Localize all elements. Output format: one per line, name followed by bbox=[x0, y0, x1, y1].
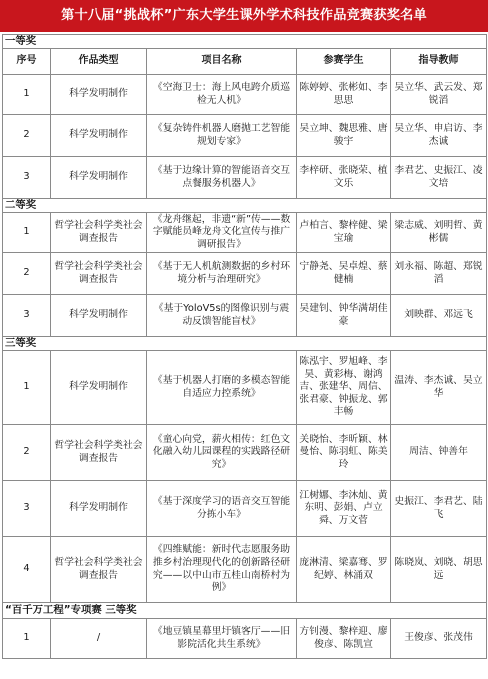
table-row bbox=[3, 351, 487, 425]
row-type: 哲学社会科学类社会调查报告 bbox=[51, 537, 147, 603]
row-type: 哲学社会科学类社会调查报告 bbox=[51, 425, 147, 481]
row-students: 吴建钊、钟华满胡佳豪 bbox=[297, 295, 391, 337]
table-row bbox=[3, 253, 487, 295]
table-row bbox=[3, 295, 487, 337]
table-row bbox=[3, 537, 487, 603]
header-teachers: 指导教师 bbox=[391, 49, 487, 75]
row-teachers: 李君艺、史振江、凌文培 bbox=[391, 157, 487, 199]
row-no: 3 bbox=[3, 481, 51, 537]
row-teachers: 周洁、钟善年 bbox=[391, 425, 487, 481]
row-students: 卢柏言、黎梓健、梁宝瑜 bbox=[297, 213, 391, 253]
page-title: 第十八届“挑战杯”广东大学生课外学术科技作品竞赛获奖名单 bbox=[0, 0, 488, 32]
table-row bbox=[3, 481, 487, 537]
row-project: 《空海卫士：海上风电跨介质巡检无人机》 bbox=[147, 75, 297, 115]
row-teachers: 王俊彦、张茂伟 bbox=[391, 619, 487, 659]
table-row bbox=[3, 157, 487, 199]
row-project: 《基于边缘计算的智能语音交互点餐服务机器人》 bbox=[147, 157, 297, 199]
row-students: 李梓研、张晓荣、植文乐 bbox=[297, 157, 391, 199]
row-students: 宁静尧、吴卓煌、蔡健楠 bbox=[297, 253, 391, 295]
header-students: 参赛学生 bbox=[297, 49, 391, 75]
table-header-row bbox=[3, 49, 487, 75]
section-header bbox=[3, 199, 487, 213]
row-teachers: 史振江、李君艺、陆飞 bbox=[391, 481, 487, 537]
row-teachers: 温涛、李杰诚、吴立华 bbox=[391, 351, 487, 425]
row-students: 江树娜、李沐灿、黄东明、彭娟、卢立舜、万文菅 bbox=[297, 481, 391, 537]
table-row bbox=[3, 115, 487, 157]
row-teachers: 刘映群、邓远飞 bbox=[391, 295, 487, 337]
row-students: 关晓怡、李昕颖、林曼怡、陈羽虹、陈美玲 bbox=[297, 425, 391, 481]
row-project: 《基于无人机航测数据的乡村环境分析与治理研究》 bbox=[147, 253, 297, 295]
row-no: 2 bbox=[3, 115, 51, 157]
section-header bbox=[3, 603, 487, 619]
table-row bbox=[3, 213, 487, 253]
row-project: 《地豆镇星幕里圩镇客厅——旧影院活化共生系统》 bbox=[147, 619, 297, 659]
row-project: 《童心向党，薪火相传：红色文化融入幼儿园课程的实践路径研究》 bbox=[147, 425, 297, 481]
row-students: 庞淋清、梁嘉骞、罗纪婷、林涌双 bbox=[297, 537, 391, 603]
row-no: 1 bbox=[3, 619, 51, 659]
row-type: / bbox=[51, 619, 147, 659]
header-project: 项目名称 bbox=[147, 49, 297, 75]
row-no: 1 bbox=[3, 75, 51, 115]
row-type: 科学发明制作 bbox=[51, 351, 147, 425]
table-row bbox=[3, 425, 487, 481]
row-students: 方钊漫、黎梓迎、廖俊彦、陈凯宣 bbox=[297, 619, 391, 659]
row-teachers: 陈晓岚、刘晓、胡思远 bbox=[391, 537, 487, 603]
row-type: 科学发明制作 bbox=[51, 115, 147, 157]
row-teachers: 刘永福、陈超、郑锐滔 bbox=[391, 253, 487, 295]
row-type: 哲学社会科学类社会调查报告 bbox=[51, 253, 147, 295]
row-type: 科学发明制作 bbox=[51, 157, 147, 199]
section-header bbox=[3, 35, 487, 49]
row-type: 科学发明制作 bbox=[51, 481, 147, 537]
row-type: 科学发明制作 bbox=[51, 295, 147, 337]
row-type: 科学发明制作 bbox=[51, 75, 147, 115]
row-project: 《基于YoloV5s的图像识别与震动反馈智能盲杖》 bbox=[147, 295, 297, 337]
header-type: 作品类型 bbox=[51, 49, 147, 75]
row-no: 3 bbox=[3, 157, 51, 199]
section-title: 一等奖 bbox=[3, 35, 487, 49]
section-title: 三等奖 bbox=[3, 337, 487, 351]
table-row bbox=[3, 619, 487, 659]
section-header bbox=[3, 337, 487, 351]
row-students: 陈婷婷、张彬如、李思思 bbox=[297, 75, 391, 115]
row-project: 《龙舟继起，非遗“新”传——数字赋能员峰龙舟文化宣传与推广调研报告》 bbox=[147, 213, 297, 253]
row-no: 1 bbox=[3, 213, 51, 253]
row-type: 哲学社会科学类社会调查报告 bbox=[51, 213, 147, 253]
row-students: 陈泓宇、罗旭峰、李昊、黄彩梅、谢鸿吉、张建华、周信、张君豪、钟振龙、郭丰畅 bbox=[297, 351, 391, 425]
row-no: 3 bbox=[3, 295, 51, 337]
row-project: 《四维赋能：新时代志愿服务助推乡村治理现代化的创新路径研究——以中山市五桂山南桥村为例》 bbox=[147, 537, 297, 603]
row-teachers: 吴立华、武云发、郑锐滔 bbox=[391, 75, 487, 115]
row-no: 2 bbox=[3, 253, 51, 295]
row-no: 1 bbox=[3, 351, 51, 425]
section-title: “百千万工程”专项赛 三等奖 bbox=[3, 603, 487, 619]
row-no: 2 bbox=[3, 425, 51, 481]
awards-table bbox=[2, 34, 487, 659]
table-row bbox=[3, 75, 487, 115]
row-project: 《复杂铸件机器人磨抛工艺智能规划专家》 bbox=[147, 115, 297, 157]
section-title: 二等奖 bbox=[3, 199, 487, 213]
row-project: 《基于深度学习的语音交互智能分拣小车》 bbox=[147, 481, 297, 537]
row-no: 4 bbox=[3, 537, 51, 603]
row-teachers: 吴立华、申启访、李杰诚 bbox=[391, 115, 487, 157]
row-project: 《基于机器人打磨的多模态智能自适应力控系统》 bbox=[147, 351, 297, 425]
row-teachers: 梁志威、刘明哲、黄彬儒 bbox=[391, 213, 487, 253]
row-students: 吴立坤、魏思雅、唐骏宇 bbox=[297, 115, 391, 157]
header-no: 序号 bbox=[3, 49, 51, 75]
